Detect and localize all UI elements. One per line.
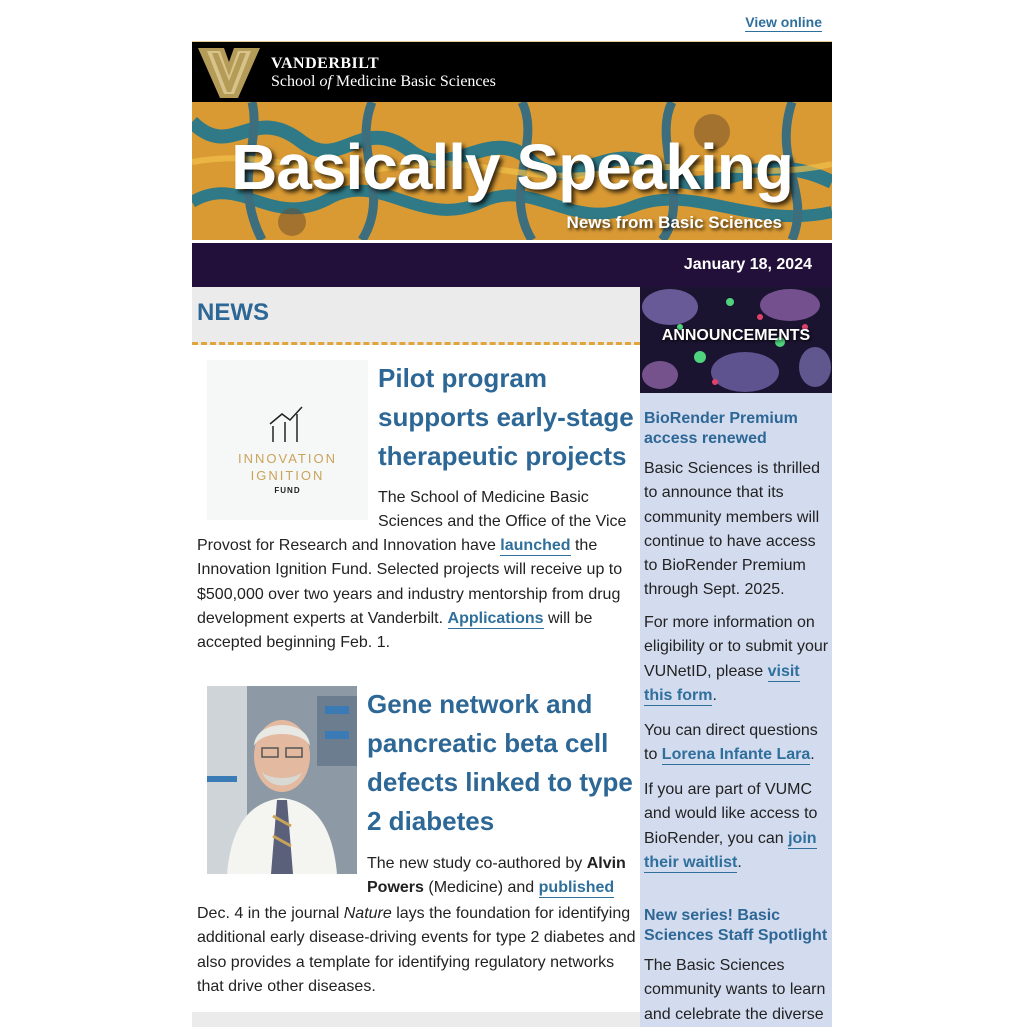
view-online-link[interactable]: View online	[745, 14, 822, 30]
article-body-intro: The new study co-authored by Alvin Powers (Medicine) and published	[367, 855, 626, 897]
announcement-title[interactable]: New series! Basic Sciences Staff Spotlight	[644, 907, 828, 944]
content-area	[192, 287, 832, 1027]
article-body-intro: The School of Medicine Basic Sciences and the Office of the Vice	[378, 489, 627, 531]
alvin-powers-photo[interactable]	[207, 686, 357, 874]
announcements-banner	[640, 287, 832, 393]
announcement-paragraph: Basic Sciences is thrilled to announce that its community members will continue to have access to BioRender Premium through Sept. 2025.	[644, 460, 821, 599]
brand-header	[192, 42, 832, 102]
banner-title: Basically Speaking	[231, 131, 793, 203]
date-bar	[192, 240, 832, 287]
visit-form-link[interactable]: visit this form	[644, 662, 800, 704]
portrait-photo	[207, 686, 357, 874]
published-link[interactable]: published	[538, 879, 615, 897]
announcement-paragraph: You can direct questions to Lorena Infante Lara.	[644, 722, 818, 764]
fund-logo-text: INNOVATION IGNITION FUND	[238, 451, 337, 495]
article-body: Dec. 4 in the journal Nature lays the foundation for identifying additional early disease-driving events for type 2 diabetes and also provides a template for identifying regulatory networks that drive other diseases.	[197, 905, 636, 995]
article-title[interactable]: Gene network and pancreatic beta cell defects linked to type 2 diabetes	[367, 689, 633, 836]
next-section-header	[192, 1012, 640, 1027]
announcement-paragraph: The Basic Sciences community wants to learn and celebrate the diverse	[644, 957, 826, 1023]
brand-name: VANDERBILT	[271, 55, 380, 72]
news-column	[192, 287, 640, 1027]
announcement-paragraph: For more information on eligibility or to submit your VUNetID, please visit this form.	[644, 614, 829, 704]
launched-link[interactable]: launched	[500, 537, 571, 554]
vanderbilt-v-logo	[198, 48, 260, 98]
newsletter-banner	[192, 102, 832, 240]
newsletter	[192, 41, 832, 1027]
news-section-header	[192, 287, 640, 345]
waitlist-link[interactable]: join their waitlist	[644, 829, 817, 871]
applications-link[interactable]: Applications	[447, 609, 544, 627]
announcements-title: ANNOUNCEMENTS	[661, 327, 811, 344]
announcement-paragraph: If you are part of VUMC and would like access to BioRender, you can join their waitlist.	[644, 781, 818, 871]
chart-growth-icon	[268, 404, 308, 444]
issue-date: January 18, 2024	[683, 256, 812, 273]
article-title[interactable]: Pilot program supports early-stage therapeutic projects	[378, 363, 634, 471]
banner-subtitle: News from Basic Sciences	[566, 213, 782, 232]
brand-subtitle: School of Medicine Basic Sciences	[271, 73, 496, 90]
news-section-title: NEWS	[197, 299, 269, 326]
innovation-ignition-fund-logo[interactable]	[207, 360, 368, 520]
announcement-title[interactable]: BioRender Premium access renewed	[644, 410, 798, 447]
announcements-sidebar	[640, 287, 832, 1027]
contact-link[interactable]: Lorena Infante Lara	[661, 746, 811, 764]
article-body: Provost for Research and Innovation have launched the Innovation Ignition Fund. Selected projects will receive up to $500,000 over two years and industry mentorship from drug development experts at Vanderbilt. Applications will be accepted beginning Feb. 1.	[197, 537, 623, 652]
